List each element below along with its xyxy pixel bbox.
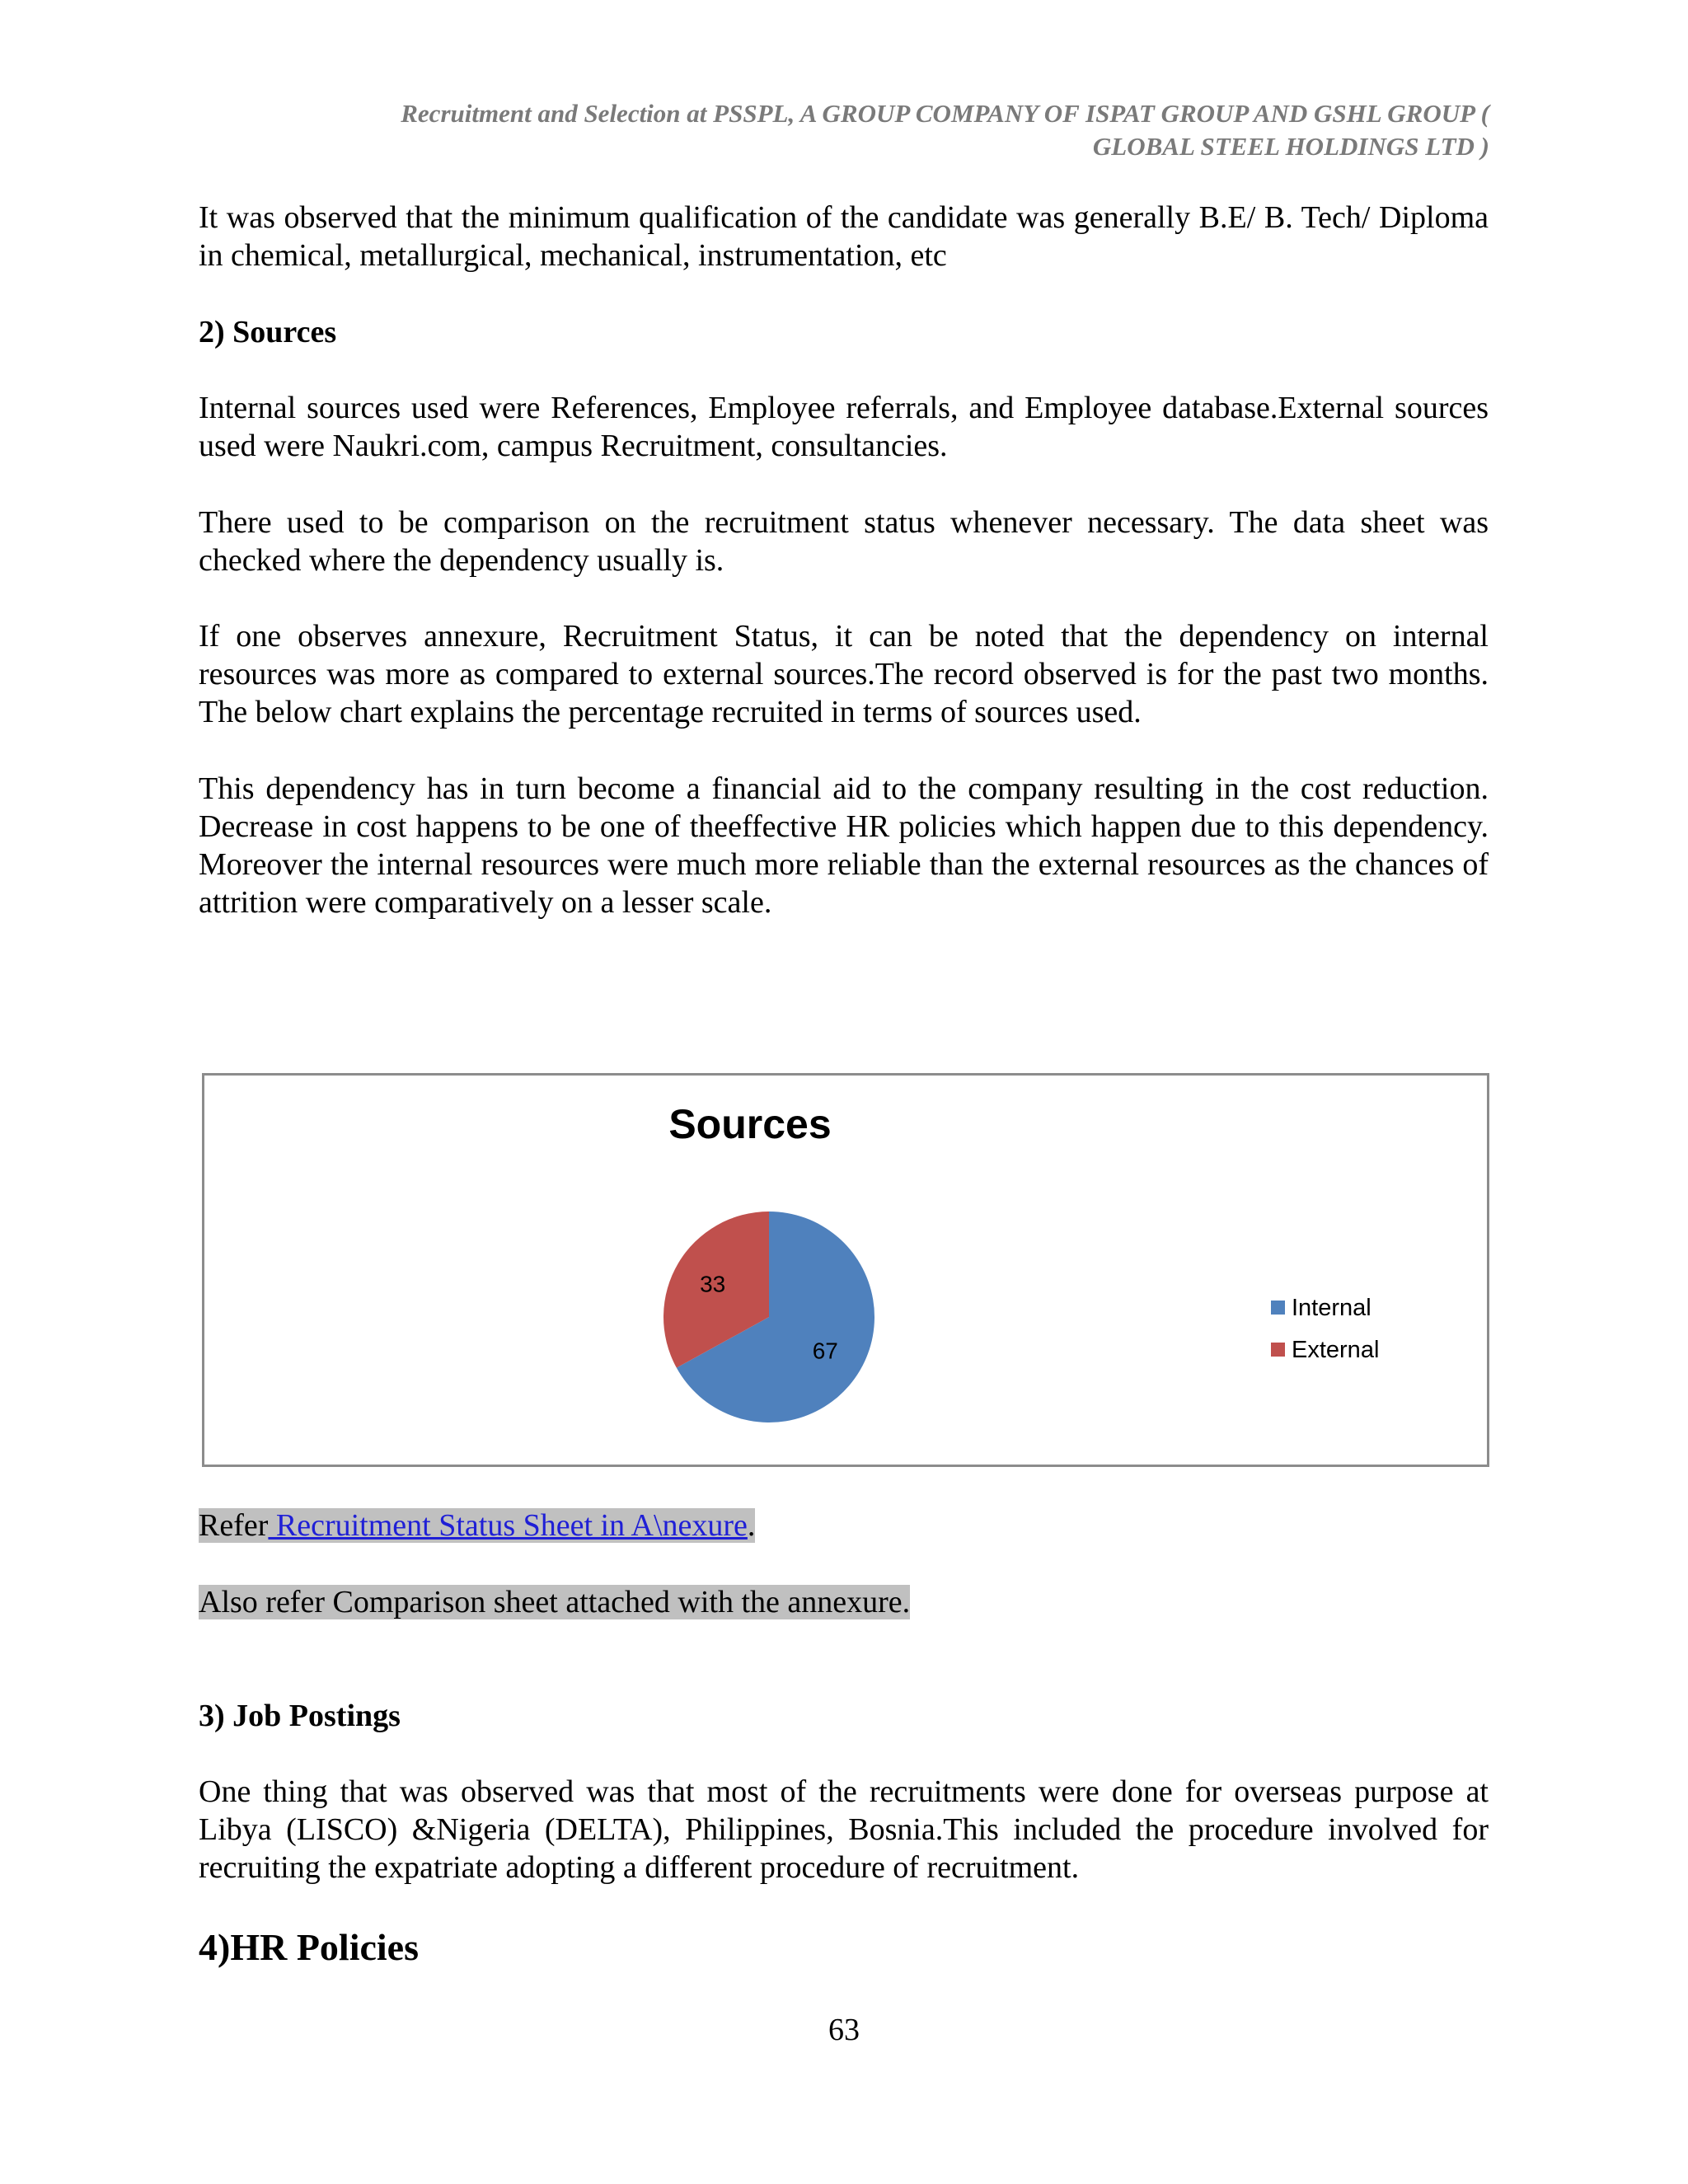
sources-pie-chart (202, 1073, 1489, 1467)
legend-swatch-internal (1271, 1301, 1285, 1315)
cost-reduction-paragraph: This dependency has in turn become a financial aid to the company resulting in the cost reduction. Decrease in cost happens to be one of theeffective HR policies which happen due to this dependency. Moreover the internal resources were much more reliable than the external resources as the chances of attrition were comparatively on a lesser scale. (199, 771, 1489, 920)
data-label-internal: 67 (812, 1338, 838, 1364)
dependency-paragraph: If one observes annexure, Recruitment Status, it can be noted that the dependency on internal resources was more as compared to external sources.The record observed is for the past two months. The below chart explains the percentage recruited in terms of sources used. (199, 619, 1489, 729)
pie-chart-svg (204, 1076, 1487, 1465)
job-postings-paragraph: One thing that was observed was that most of the recruitments were done for overseas purpose at Libya (LISCO) &Nigeria (DELTA), Philippines, Bosnia.This included the procedure involved for recruiting the expatriate adopting a different procedure of recruitment. (199, 1774, 1489, 1885)
running-header (171, 97, 1489, 163)
section-4-heading: 4)HR Policies (199, 1926, 419, 1968)
sources-paragraph: Internal sources used were References, Employee referrals, and Employee database.External sources used were Naukri.com, campus Recruitment, consultancies. (199, 391, 1489, 463)
data-label-external: 33 (700, 1271, 726, 1297)
legend-label-external: External (1292, 1337, 1380, 1363)
comparison-paragraph: There used to be comparison on the recruitment status whenever necessary. The data sheet was checked where the dependency usually is. (199, 505, 1489, 578)
chart-title: Sources (668, 1101, 832, 1147)
section-2-heading: 2) Sources (199, 315, 337, 349)
intro-paragraph: It was observed that the minimum qualification of the candidate was generally B.E/ B. Tech/ Diploma in chemical, metallurgical, mechanical, instrumentation, etc (199, 200, 1489, 273)
legend-label-internal: Internal (1292, 1295, 1372, 1321)
running-header-line1: Recruitment and Selection at PSSPL, A GROUP COMPANY OF ISPAT GROUP AND GSHL GROUP ( (401, 99, 1489, 128)
also-refer-line (199, 1583, 910, 1621)
section-3-heading: 3) Job Postings (199, 1699, 401, 1733)
running-header-line2: GLOBAL STEEL HOLDINGS LTD ) (1092, 132, 1489, 161)
refer-line (199, 1507, 755, 1544)
refer-prefix: Refer (199, 1508, 269, 1543)
legend-swatch-external (1271, 1343, 1285, 1357)
page-number: 63 (828, 2013, 860, 2047)
also-refer-text: Also refer Comparison sheet attached with the annexure. (199, 1585, 911, 1619)
recruitment-status-link[interactable]: Recruitment Status Sheet in A\nexure (268, 1508, 748, 1543)
refer-suffix: . (747, 1508, 756, 1543)
